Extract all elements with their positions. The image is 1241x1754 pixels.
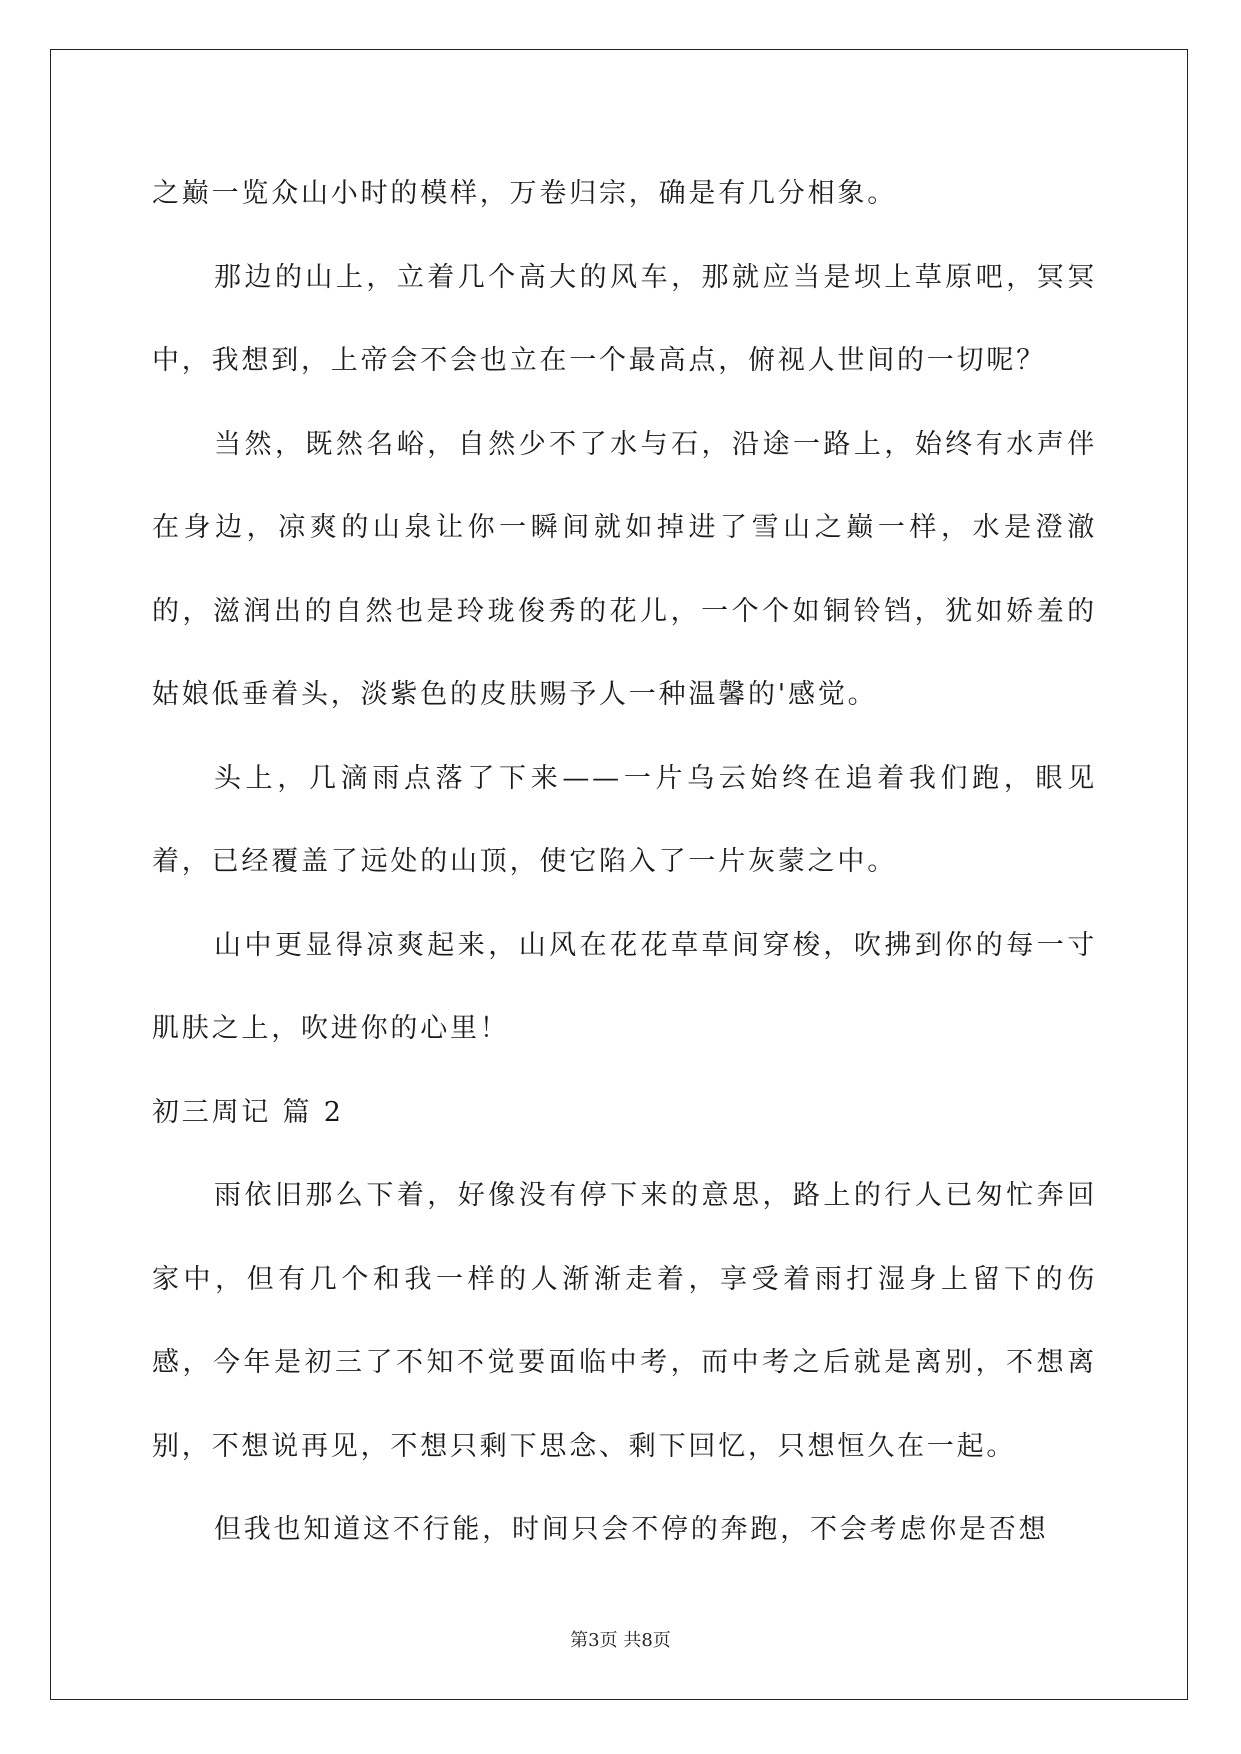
paragraph-rain-cloud: 头上，几滴雨点落了下来——一片乌云始终在追着我们跑，眼见着，已经覆盖了远处的山顶，使它陷入了一片灰蒙之中。 <box>152 762 1097 877</box>
page-number: 第3页 共8页 <box>570 1630 671 1651</box>
paragraph-time-running: 但我也知道这不行能，时间只会不停的奔跑，不会考虑你是否想 <box>214 1514 1049 1545</box>
paragraph-rain-farewell: 雨依旧那么下着，好像没有停下来的意思，路上的行人已匆忙奔回家中，但有几个和我一样的人渐渐走着，享受着雨打湿身上留下的伤感，今年是初三了不知不觉要面临中考，而中考之后就是离别，不想离别，不想说再见，不想只剩下思念、剩下回忆，只想恒久在一起。 <box>152 1180 1097 1462</box>
paragraph-windmills: 那边的山上，立着几个高大的风车，那就应当是坝上草原吧，冥冥中，我想到，上帝会不会也立在一个最高点，俯视人世间的一切呢？ <box>152 261 1097 376</box>
section-heading: 初三周记 篇 2 <box>152 1096 344 1128</box>
document-body <box>152 152 1097 1572</box>
paragraph-mountain-wind: 山中更显得凉爽起来，山风在花花草草间穿梭，吹拂到你的每一寸肌肤之上，吹进你的心里！ <box>152 929 1097 1044</box>
paragraph-continuation: 之巅一览众山小时的模样，万卷归宗，确是有几分相象。 <box>152 178 897 209</box>
paragraph-water-and-stone: 当然，既然名峪，自然少不了水与石，沿途一路上，始终有水声伴在身边，凉爽的山泉让你一瞬间就如掉进了雪山之巅一样，水是澄澈的，滋润出的自然也是玲珑俊秀的花儿，一个个如铜铃铛，犹如娇羞的姑娘低垂着头，淡紫色的皮肤赐予人一种温馨的'感觉。 <box>152 428 1097 710</box>
